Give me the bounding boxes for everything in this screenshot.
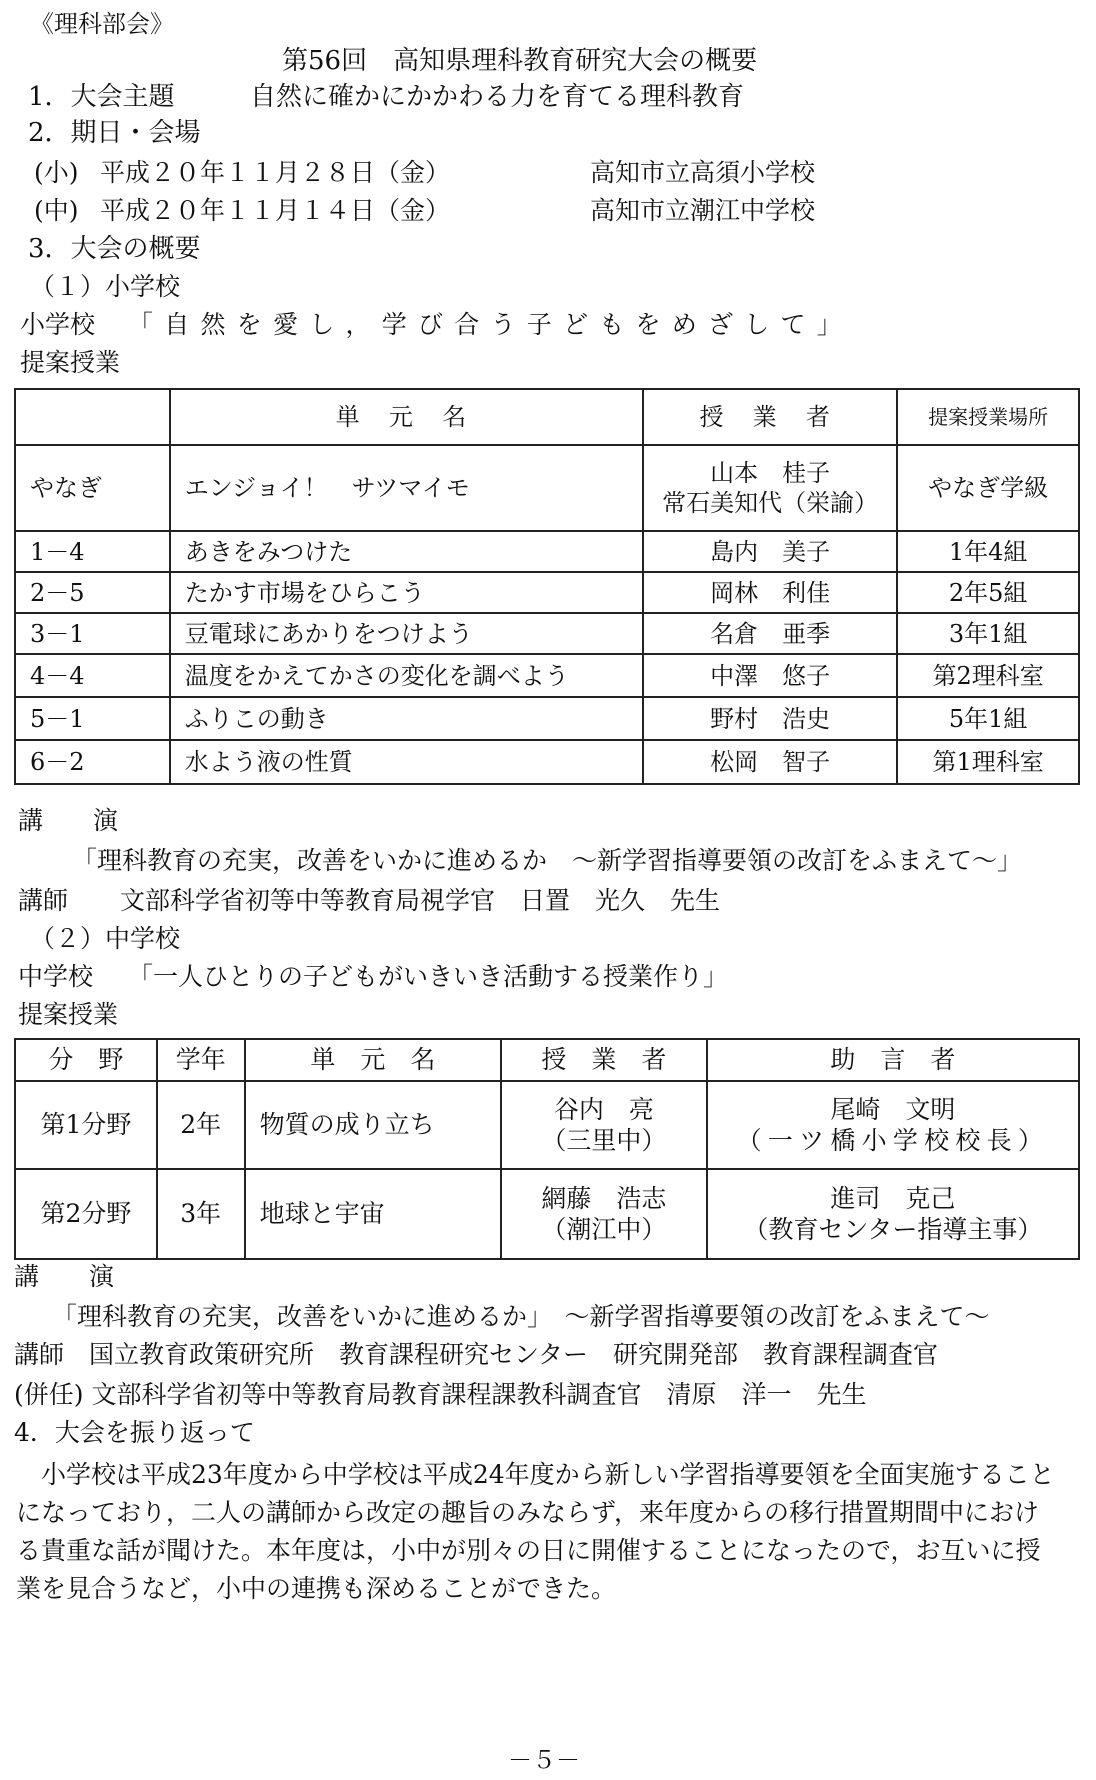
table-row [15, 613, 1079, 654]
elementary-heading: （１）小学校 [30, 272, 181, 301]
teacher-name: 網藤 浩志 [541, 1183, 667, 1213]
header-field: 分 野 [15, 1039, 157, 1081]
schedule-venue: 高知市立高須小学校 [590, 158, 816, 187]
cell-teacher: 中澤 悠子 [643, 654, 898, 697]
schedule-level: (中) [34, 196, 79, 225]
cell-place: 3年1組 [897, 613, 1079, 654]
table-row [15, 1081, 1079, 1169]
header-advisor: 助 言 者 [707, 1039, 1079, 1081]
table-row [15, 572, 1079, 613]
cell-unit: たかす市場をひらこう [170, 572, 643, 613]
teacher-name: 山本 桂子 [710, 459, 831, 487]
overview-heading: 3．大会の概要 [28, 234, 201, 264]
elementary-theme-label: 小学校 [20, 310, 96, 339]
table-row [15, 654, 1079, 697]
elementary-lecturer-label: 講師 [18, 886, 69, 915]
schedule-level: (小) [34, 158, 79, 187]
cell-class: やなぎ [15, 445, 170, 531]
elementary-lecture-title: 「理科教育の充実，改善をいかに進めるか ～新学習指導要領の改訂をふまえて～」 [72, 846, 1023, 875]
elementary-lesson-table [14, 388, 1080, 785]
junior-lecturer-line2: (併任) 文部科学省初等中等教育局教育課程課教科調査官 清原 洋一 先生 [14, 1380, 867, 1409]
cell-unit: エンジョイ！ サツマイモ [170, 445, 643, 531]
teacher-name: 谷内 亮 [553, 1094, 654, 1124]
cell-unit: ふりこの動き [170, 697, 643, 740]
page-title: 第56回 高知県理科教育研究大会の概要 [282, 46, 758, 76]
header-unit: 単 元 名 [170, 389, 643, 445]
cell-place: 第2理科室 [897, 654, 1079, 697]
junior-lecture-title: 「理科教育の充実，改善をいかに進めるか」 ～新学習指導要領の改訂をふまえて～ [52, 1302, 990, 1331]
cell-unit: 地球と宇宙 [245, 1169, 501, 1259]
header-unit: 単 元 名 [245, 1039, 501, 1081]
cell-field: 第1分野 [15, 1081, 157, 1169]
teacher-name-2: 常石美知代（栄諭） [662, 489, 879, 517]
cell-advisor [707, 1081, 1079, 1169]
theme-text: 自然に確かにかかわる力を育てる理科教育 [250, 82, 745, 112]
teacher-school: （潮江中） [541, 1215, 667, 1244]
cell-field: 第2分野 [15, 1169, 157, 1259]
page-number: －５－ [508, 1746, 580, 1774]
elementary-theme-text: 「自然を愛し，学び合う子どもをめざして」 [128, 310, 854, 339]
junior-theme-text: 「一人ひとりの子どもがいきいき活動する授業作り」 [128, 962, 729, 991]
cell-unit: 物質の成り立ち [245, 1081, 501, 1169]
header-class [15, 389, 170, 445]
header-place: 提案授業場所 [897, 389, 1079, 445]
table-row [15, 1169, 1079, 1259]
elementary-lecture-label: 講 演 [18, 806, 119, 835]
cell-class: 2－5 [15, 572, 170, 613]
schedule-date: 平成２０年１１月２８日（金） [100, 158, 451, 187]
cell-teacher: 名倉 亜季 [643, 613, 898, 654]
cell-place: 1年4組 [897, 531, 1079, 572]
cell-grade: 2年 [157, 1081, 245, 1169]
elementary-lecturer: 文部科学省初等中等教育局視学官 日置 光久 先生 [120, 886, 721, 915]
junior-lecture-label: 講 演 [14, 1262, 115, 1291]
schedule-heading: 2．期日・会場 [28, 118, 201, 148]
cell-teacher [643, 445, 898, 531]
section-label: 《理科部会》 [30, 10, 174, 38]
junior-heading: （２）中学校 [30, 924, 181, 953]
table-row [15, 445, 1079, 531]
junior-lesson-table [14, 1038, 1080, 1260]
table-row [15, 740, 1079, 784]
advisor-role: （教育センター指導主事） [743, 1215, 1043, 1244]
cell-place: 5年1組 [897, 697, 1079, 740]
cell-place: 第1理科室 [897, 740, 1079, 784]
cell-teacher: 岡林 利佳 [643, 572, 898, 613]
advisor-role: （一ツ橋小学校校長） [736, 1126, 1050, 1155]
cell-teacher [501, 1081, 707, 1169]
cell-teacher [501, 1169, 707, 1259]
table-row [15, 531, 1079, 572]
cell-unit: 豆電球にあかりをつけよう [170, 613, 643, 654]
cell-unit: 水よう液の性質 [170, 740, 643, 784]
advisor-name: 進司 克己 [830, 1183, 956, 1213]
header-teacher: 授 業 者 [643, 389, 898, 445]
junior-theme-label: 中学校 [18, 962, 94, 991]
cell-teacher: 島内 美子 [643, 531, 898, 572]
cell-class: 5－1 [15, 697, 170, 740]
schedule-date: 平成２０年１１月１４日（金） [100, 196, 451, 225]
cell-grade: 3年 [157, 1169, 245, 1259]
cell-teacher: 野村 浩史 [643, 697, 898, 740]
cell-class: 4－4 [15, 654, 170, 697]
theme-heading: 1．大会主題 [28, 82, 175, 112]
elementary-lessons-label: 提案授業 [20, 348, 121, 377]
advisor-name: 尾崎 文明 [830, 1094, 956, 1124]
cell-place: 2年5組 [897, 572, 1079, 613]
cell-class: 1－4 [15, 531, 170, 572]
cell-unit: 温度をかえてかさの変化を調べよう [170, 654, 643, 697]
cell-unit: あきをみつけた [170, 531, 643, 572]
header-teacher: 授 業 者 [501, 1039, 707, 1081]
cell-place: やなぎ学級 [897, 445, 1079, 531]
cell-class: 3－1 [15, 613, 170, 654]
header-grade: 学年 [157, 1039, 245, 1081]
junior-lessons-label: 提案授業 [18, 1000, 119, 1029]
cell-advisor [707, 1169, 1079, 1259]
cell-class: 6－2 [15, 740, 170, 784]
cell-teacher: 松岡 智子 [643, 740, 898, 784]
teacher-school: （三里中） [541, 1126, 667, 1155]
junior-lecturer-line1: 講師 国立教育政策研究所 教育課程研究センター 研究開発部 教育課程調査官 [14, 1340, 939, 1369]
reflection-heading: 4．大会を振り返って [14, 1418, 255, 1447]
schedule-venue: 高知市立潮江中学校 [590, 196, 816, 225]
table-row [15, 697, 1079, 740]
reflection-text: 小学校は平成23年度から中学校は平成24年度から新しい学習指導要領を全面実施することになっており，二人の講師から改定の趣旨のみならず，来年度からの移行措置期間中における貴重な話が聞けた。本年度は，小中が別々の日に開催することになったので，お互いに授業を見合うなど，小中の連携も深めることができた。 [16, 1460, 1055, 1603]
